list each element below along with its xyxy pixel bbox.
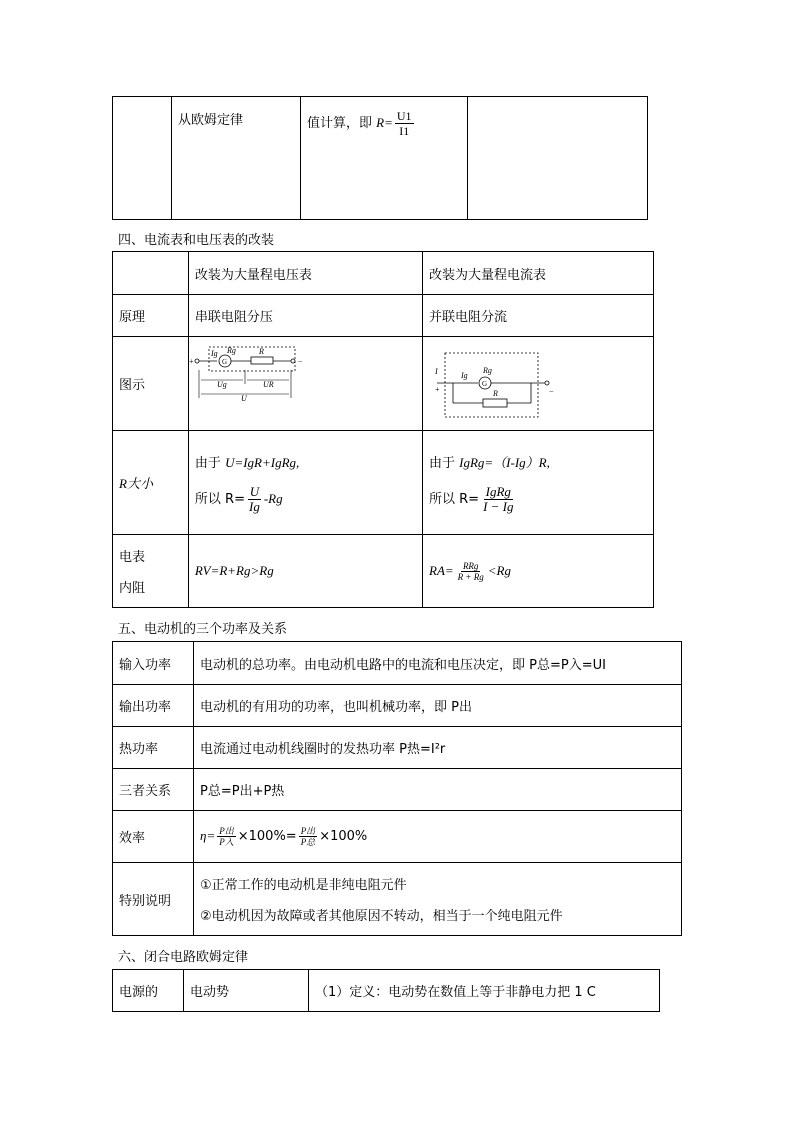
- row-label-special-note: 特别说明: [113, 863, 194, 936]
- eff-mid: ×100%=: [237, 829, 297, 844]
- a-frac-den: I − Ig: [483, 498, 514, 514]
- a-frac-num: IgRg: [485, 483, 511, 499]
- top-table-frac-num: U1: [396, 109, 412, 123]
- a-eq2-prefix: 所以 R=: [429, 491, 480, 507]
- table4-header-ammeter: 改装为大量程电流表: [423, 252, 654, 295]
- voltmeter-internal-resistance: [188, 535, 422, 608]
- v-eq2-suffix: -Rg: [263, 490, 283, 506]
- section6-title: 六、闭合电路欧姆定律: [118, 950, 249, 965]
- voltmeter-circuit-diagram: [189, 338, 413, 430]
- row-label-relationship: 三者关系: [113, 769, 194, 811]
- eff-den2: P总: [300, 837, 316, 847]
- relationship-desc: P总=P出+P热: [194, 769, 682, 811]
- table4-header-voltmeter: 改装为大量程电压表: [188, 252, 422, 295]
- ammeter-diagram-cell: [423, 337, 654, 431]
- top-table-frac-den: I1: [399, 124, 410, 138]
- voltmeter-UR-label: UR: [262, 379, 274, 389]
- voltmeter-Ug-label: Ug: [216, 379, 227, 389]
- row-label-meter-resistance: [113, 535, 189, 608]
- a-internal-prefix: RA=: [429, 562, 454, 578]
- r-size-label: R大小: [119, 476, 153, 491]
- voltmeter-Rg-label: Rg: [226, 345, 236, 355]
- motor-power-table: [112, 641, 682, 936]
- eta-symbol: η=: [200, 828, 216, 843]
- closed-circuit-table: [112, 969, 660, 1012]
- a-internal-den: R + Rg: [457, 571, 484, 582]
- ammeter-plus-label: +: [435, 384, 440, 394]
- voltmeter-diagram-cell: [188, 337, 422, 431]
- row-label-input-power: 输入功率: [113, 642, 194, 685]
- special-note-2: ②电动机因为故障或者其他原因不转动，相当于一个纯电阻元件: [200, 909, 563, 924]
- v-frac-den: Ig: [248, 498, 260, 514]
- emf-definition-cell: （1）定义：电动势在数值上等于非静电力把 1 C: [309, 970, 660, 1012]
- a-internal-fraction: [456, 561, 486, 582]
- heat-power-desc: 电流通过电动机线圈时的发热功率 P热=I²r: [194, 727, 682, 769]
- top-table-ohm-text: 从欧姆定律: [178, 113, 244, 128]
- eff-num2: P出: [300, 826, 316, 836]
- efficiency-fraction-1: [217, 826, 236, 847]
- section5-title: 五、电动机的三个功率及关系: [118, 622, 288, 637]
- a-internal-num: RRg: [462, 560, 479, 571]
- ammeter-R-label: R: [493, 388, 498, 398]
- row-label-principle: 原理: [113, 295, 189, 337]
- special-note-1: ①正常工作的电动机是非纯电阻元件: [200, 878, 407, 893]
- top-table-calc-text: 值计算，即: [307, 116, 373, 131]
- special-note-content: [194, 863, 682, 936]
- meter-resistance-label-1: 电表: [119, 550, 146, 565]
- a-fraction: [481, 485, 515, 514]
- top-table-fraction: [395, 109, 414, 138]
- voltmeter-minus-label: −: [297, 356, 303, 366]
- principle-ammeter: 并联电阻分流: [423, 295, 654, 337]
- v-internal-formula: RV=R+Rg>Rg: [194, 563, 274, 578]
- voltmeter-plus-label: +: [188, 356, 194, 366]
- ammeter-Ig-label: Ig: [461, 370, 468, 380]
- voltmeter-R-formula: [188, 431, 422, 535]
- power-source-cell: 电源的: [113, 970, 184, 1012]
- v-eq2-prefix: 所以 R=: [194, 491, 245, 507]
- ammeter-internal-resistance: [423, 535, 654, 608]
- ammeter-R-formula: [423, 431, 654, 535]
- efficiency-formula: [194, 811, 682, 863]
- voltmeter-galvanometer-icon: G: [221, 357, 227, 366]
- meter-resistance-label-2: 内阻: [119, 581, 146, 596]
- voltmeter-U-label: U: [240, 393, 247, 403]
- table4-corner: [113, 252, 189, 295]
- row-label-R-size: [113, 431, 189, 535]
- top-table-cell-1: [113, 97, 172, 220]
- voltmeter-Ig-label: Ig: [210, 348, 218, 358]
- top-table-cell-4: [468, 97, 648, 220]
- voltmeter-R-label: R: [258, 346, 264, 356]
- ammeter-Rg-label: Rg: [483, 365, 492, 375]
- eff-den1: P入: [219, 837, 234, 847]
- row-label-heat-power: 热功率: [113, 727, 194, 769]
- ammeter-circuit-diagram: [423, 338, 653, 430]
- row-label-output-power: 输出功率: [113, 685, 194, 727]
- ammeter-galvanometer-icon: G: [482, 379, 488, 388]
- top-table-cell-3: [301, 97, 468, 220]
- a-eq1-prefix: 由于: [429, 455, 460, 471]
- top-table: [112, 96, 648, 220]
- top-table-R: R=: [376, 115, 393, 130]
- a-eq1: IgRg=（I-Ig）R,: [459, 454, 550, 470]
- eff-num1: P出: [219, 826, 234, 836]
- top-table-cell-2: [172, 97, 301, 220]
- meter-conversion-table: [112, 251, 654, 608]
- a-internal-suffix: <Rg: [487, 562, 511, 578]
- principle-voltmeter: 串联电阻分压: [188, 295, 422, 337]
- row-label-diagram: 图示: [113, 337, 189, 431]
- output-power-desc: 电动机的有用功的功率，也叫机械功率，即 P出: [194, 685, 682, 727]
- v-eq1: U=IgR+IgRg,: [225, 454, 300, 470]
- section4-title: 四、电流表和电压表的改装: [118, 233, 275, 248]
- eff-end: ×100%: [319, 829, 368, 844]
- v-fraction: [247, 485, 262, 514]
- ammeter-I-label: I: [435, 366, 438, 376]
- ammeter-minus-label: −: [549, 386, 554, 396]
- emf-cell: 电动势: [184, 970, 309, 1012]
- v-eq1-prefix: 由于: [194, 455, 226, 471]
- input-power-desc: 电动机的总功率。由电动机电路中的电流和电压决定，即 P总=P入=UI: [194, 642, 682, 685]
- v-frac-num: U: [249, 483, 260, 499]
- efficiency-fraction-2: [299, 826, 318, 847]
- row-label-efficiency: 效率: [113, 811, 194, 863]
